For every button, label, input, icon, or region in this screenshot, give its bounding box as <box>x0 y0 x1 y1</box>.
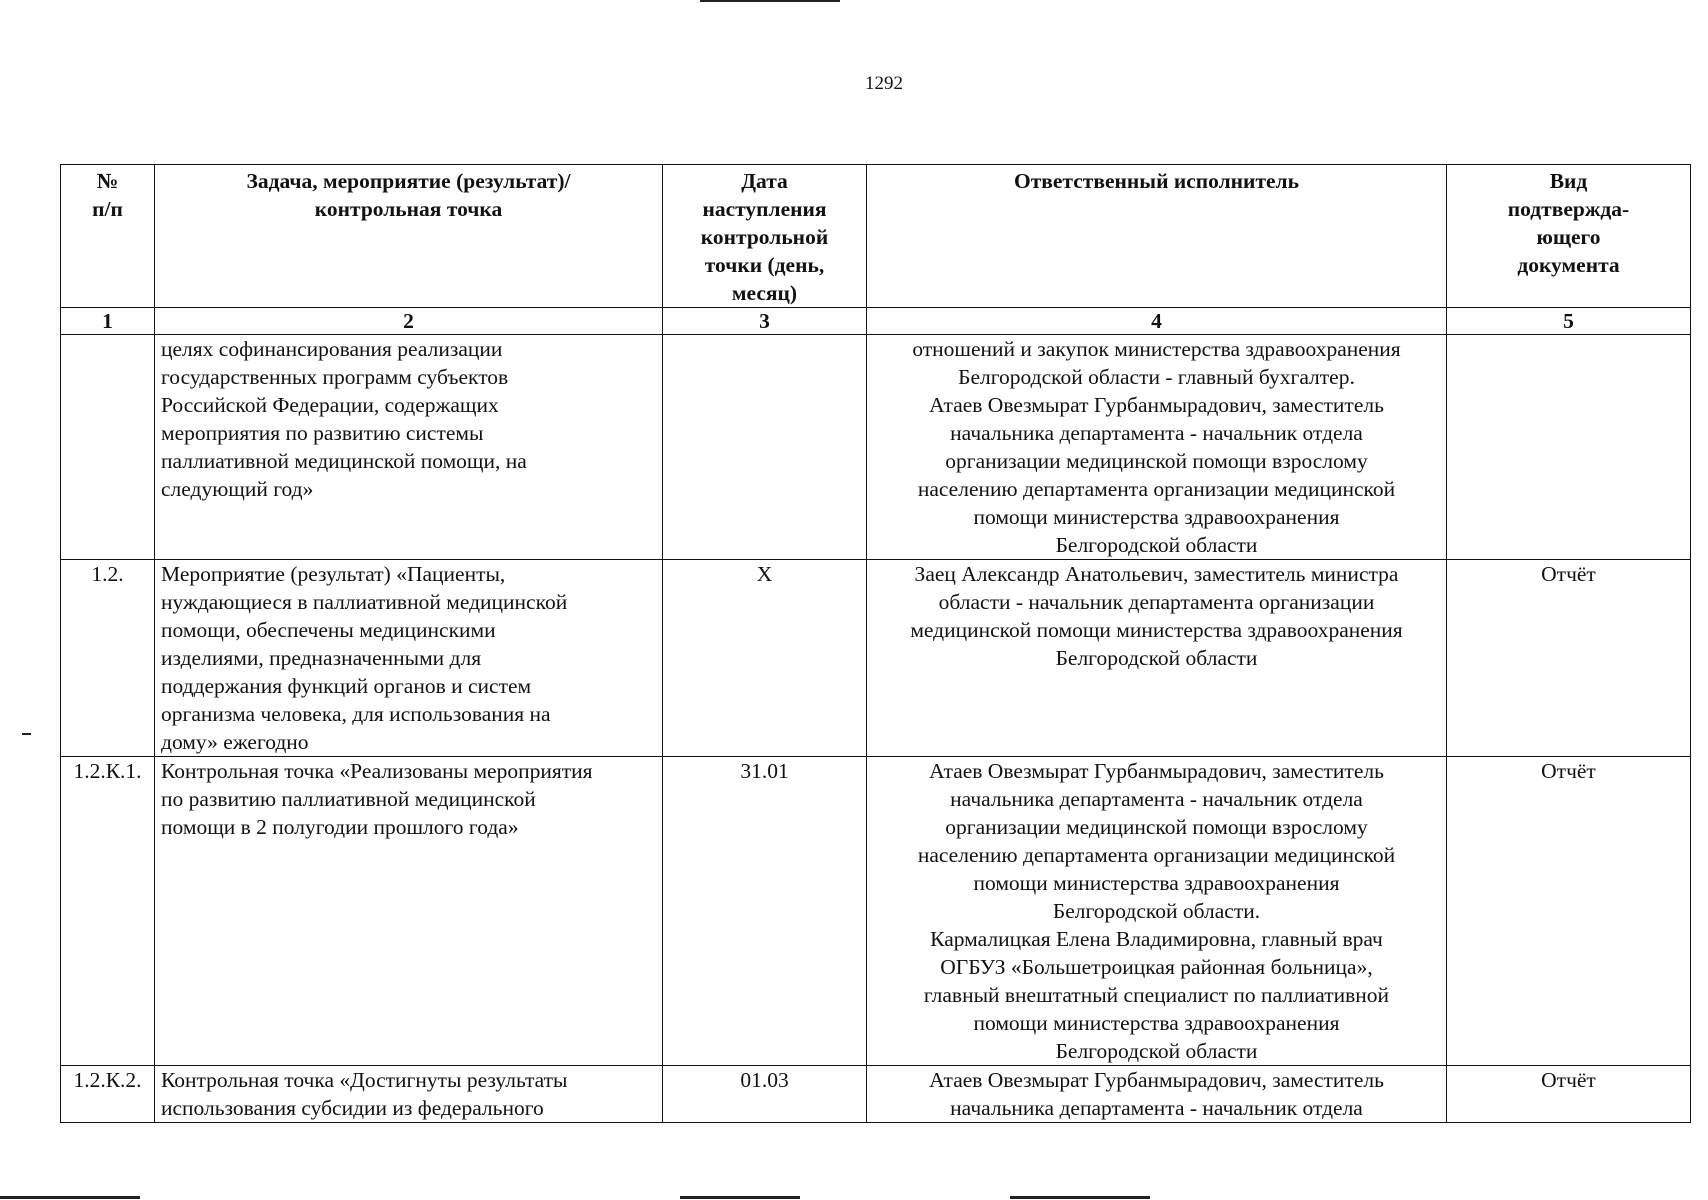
row-executor-line: начальника департамента - начальник отдела <box>950 1096 1363 1120</box>
row-task-line: помощи в 2 полугодии прошлого года» <box>161 815 519 839</box>
row-task-line: организма человека, для использования на <box>161 702 551 726</box>
column-number: 4 <box>867 308 1447 335</box>
row-executor-line: области - начальник департамента организации <box>938 590 1375 614</box>
table-row <box>61 757 1691 1066</box>
row-executor-line: помощи министерства здравоохранения <box>973 505 1340 529</box>
header-row <box>61 165 1691 308</box>
row-executor-line: Белгородской области <box>1055 646 1258 670</box>
row-number: 1.2. <box>61 560 155 757</box>
row-task-line: использования субсидии из федерального <box>161 1096 544 1120</box>
header-number: № п/п <box>61 165 155 308</box>
row-task-line: мероприятия по развитию системы <box>161 421 484 445</box>
row-task-line: государственных программ субъектов <box>161 365 509 389</box>
row-number: 1.2.К.2. <box>61 1066 155 1123</box>
scan-artifact <box>1010 1196 1150 1199</box>
scan-artifact <box>0 1196 140 1199</box>
row-task-line: Мероприятие (результат) «Пациенты, <box>161 562 506 586</box>
row-date: 01.03 <box>663 1066 867 1123</box>
row-task <box>155 560 663 757</box>
table-body <box>61 335 1691 1123</box>
row-task-line: нуждающиеся в паллиативной медицинской <box>161 590 568 614</box>
row-executor <box>867 560 1447 757</box>
scan-artifact <box>22 733 31 735</box>
control-points-table <box>60 164 1691 1123</box>
row-task-line: целях софинансирования реализации <box>161 337 503 361</box>
row-executor-line: Белгородской области <box>1055 533 1258 557</box>
row-executor-line: медицинской помощи министерства здравоохранения <box>910 618 1403 642</box>
row-task-line: по развитию паллиативной медицинской <box>161 787 536 811</box>
row-executor <box>867 335 1447 560</box>
page-number: 1292 <box>865 73 903 94</box>
row-executor-line: организации медицинской помощи взрослому <box>945 449 1368 473</box>
row-executor-line: Атаев Овезмырат Гурбанмырадович, заместитель <box>929 1068 1384 1092</box>
row-executor-line: помощи министерства здравоохранения <box>973 871 1340 895</box>
row-task-line: Контрольная точка «Достигнуты результаты <box>161 1068 568 1092</box>
header-task: Задача, мероприятие (результат)/ контрольная точка <box>155 165 663 308</box>
row-document-type <box>1447 335 1691 560</box>
row-executor-line: населению департамента организации медицинской <box>917 477 1396 501</box>
row-document-type: Отчёт <box>1447 757 1691 1066</box>
row-executor-line: Белгородской области <box>1055 1039 1258 1063</box>
row-task-line: помощи, обеспечены медицинскими <box>161 618 496 642</box>
row-executor-line: Заец Александр Анатольевич, заместитель министра <box>914 562 1399 586</box>
row-task <box>155 757 663 1066</box>
row-document-type: Отчёт <box>1447 560 1691 757</box>
scan-artifact <box>680 1196 800 1199</box>
table-row <box>61 335 1691 560</box>
column-number: 1 <box>61 308 155 335</box>
header-executor: Ответственный исполнитель <box>867 165 1447 308</box>
row-number <box>61 335 155 560</box>
row-executor-line: Атаев Овезмырат Гурбанмырадович, заместитель <box>929 393 1384 417</box>
column-number-row <box>61 308 1691 335</box>
column-number: 3 <box>663 308 867 335</box>
row-date: 31.01 <box>663 757 867 1066</box>
scan-artifact <box>700 0 840 2</box>
row-task-line: Российской Федерации, содержащих <box>161 393 499 417</box>
row-task-line: поддержания функций органов и систем <box>161 674 532 698</box>
table-row <box>61 560 1691 757</box>
row-task-line: Контрольная точка «Реализованы мероприятия <box>161 759 593 783</box>
row-date <box>663 335 867 560</box>
row-executor-line: начальника департамента - начальник отдела <box>950 421 1363 445</box>
row-executor-line: помощи министерства здравоохранения <box>973 1011 1340 1035</box>
row-task <box>155 1066 663 1123</box>
row-task-line: изделиями, предназначенными для <box>161 646 482 670</box>
header-document-type: Вид подтвержда- ющего документа <box>1447 165 1691 308</box>
row-executor-line: Кармалицкая Елена Владимировна, главный врач <box>930 927 1383 951</box>
row-document-type: Отчёт <box>1447 1066 1691 1123</box>
row-task-line: паллиативной медицинской помощи, на <box>161 449 527 473</box>
column-number: 5 <box>1447 308 1691 335</box>
header-date: Дата наступления контрольной точки (день, месяц) <box>663 165 867 308</box>
row-executor-line: населению департамента организации медицинской <box>917 843 1396 867</box>
column-number: 2 <box>155 308 663 335</box>
table-row <box>61 1066 1691 1123</box>
row-executor-line: начальника департамента - начальник отдела <box>950 787 1363 811</box>
row-executor-line: организации медицинской помощи взрослому <box>945 815 1368 839</box>
row-executor <box>867 1066 1447 1123</box>
row-executor-line: Атаев Овезмырат Гурбанмырадович, заместитель <box>929 759 1384 783</box>
row-executor-line: Белгородской области. <box>1052 899 1261 923</box>
row-executor <box>867 757 1447 1066</box>
row-task-line: дому» ежегодно <box>161 730 309 754</box>
row-number: 1.2.К.1. <box>61 757 155 1066</box>
row-task-line: следующий год» <box>161 477 314 501</box>
row-executor-line: ОГБУЗ «Большетроицкая районная больница», <box>940 955 1373 979</box>
row-executor-line: Белгородской области - главный бухгалтер. <box>958 365 1355 389</box>
table-header <box>61 165 1691 335</box>
row-task <box>155 335 663 560</box>
row-executor-line: отношений и закупок министерства здравоохранения <box>912 337 1401 361</box>
row-date: X <box>663 560 867 757</box>
row-executor-line: главный внештатный специалист по паллиативной <box>923 983 1390 1007</box>
